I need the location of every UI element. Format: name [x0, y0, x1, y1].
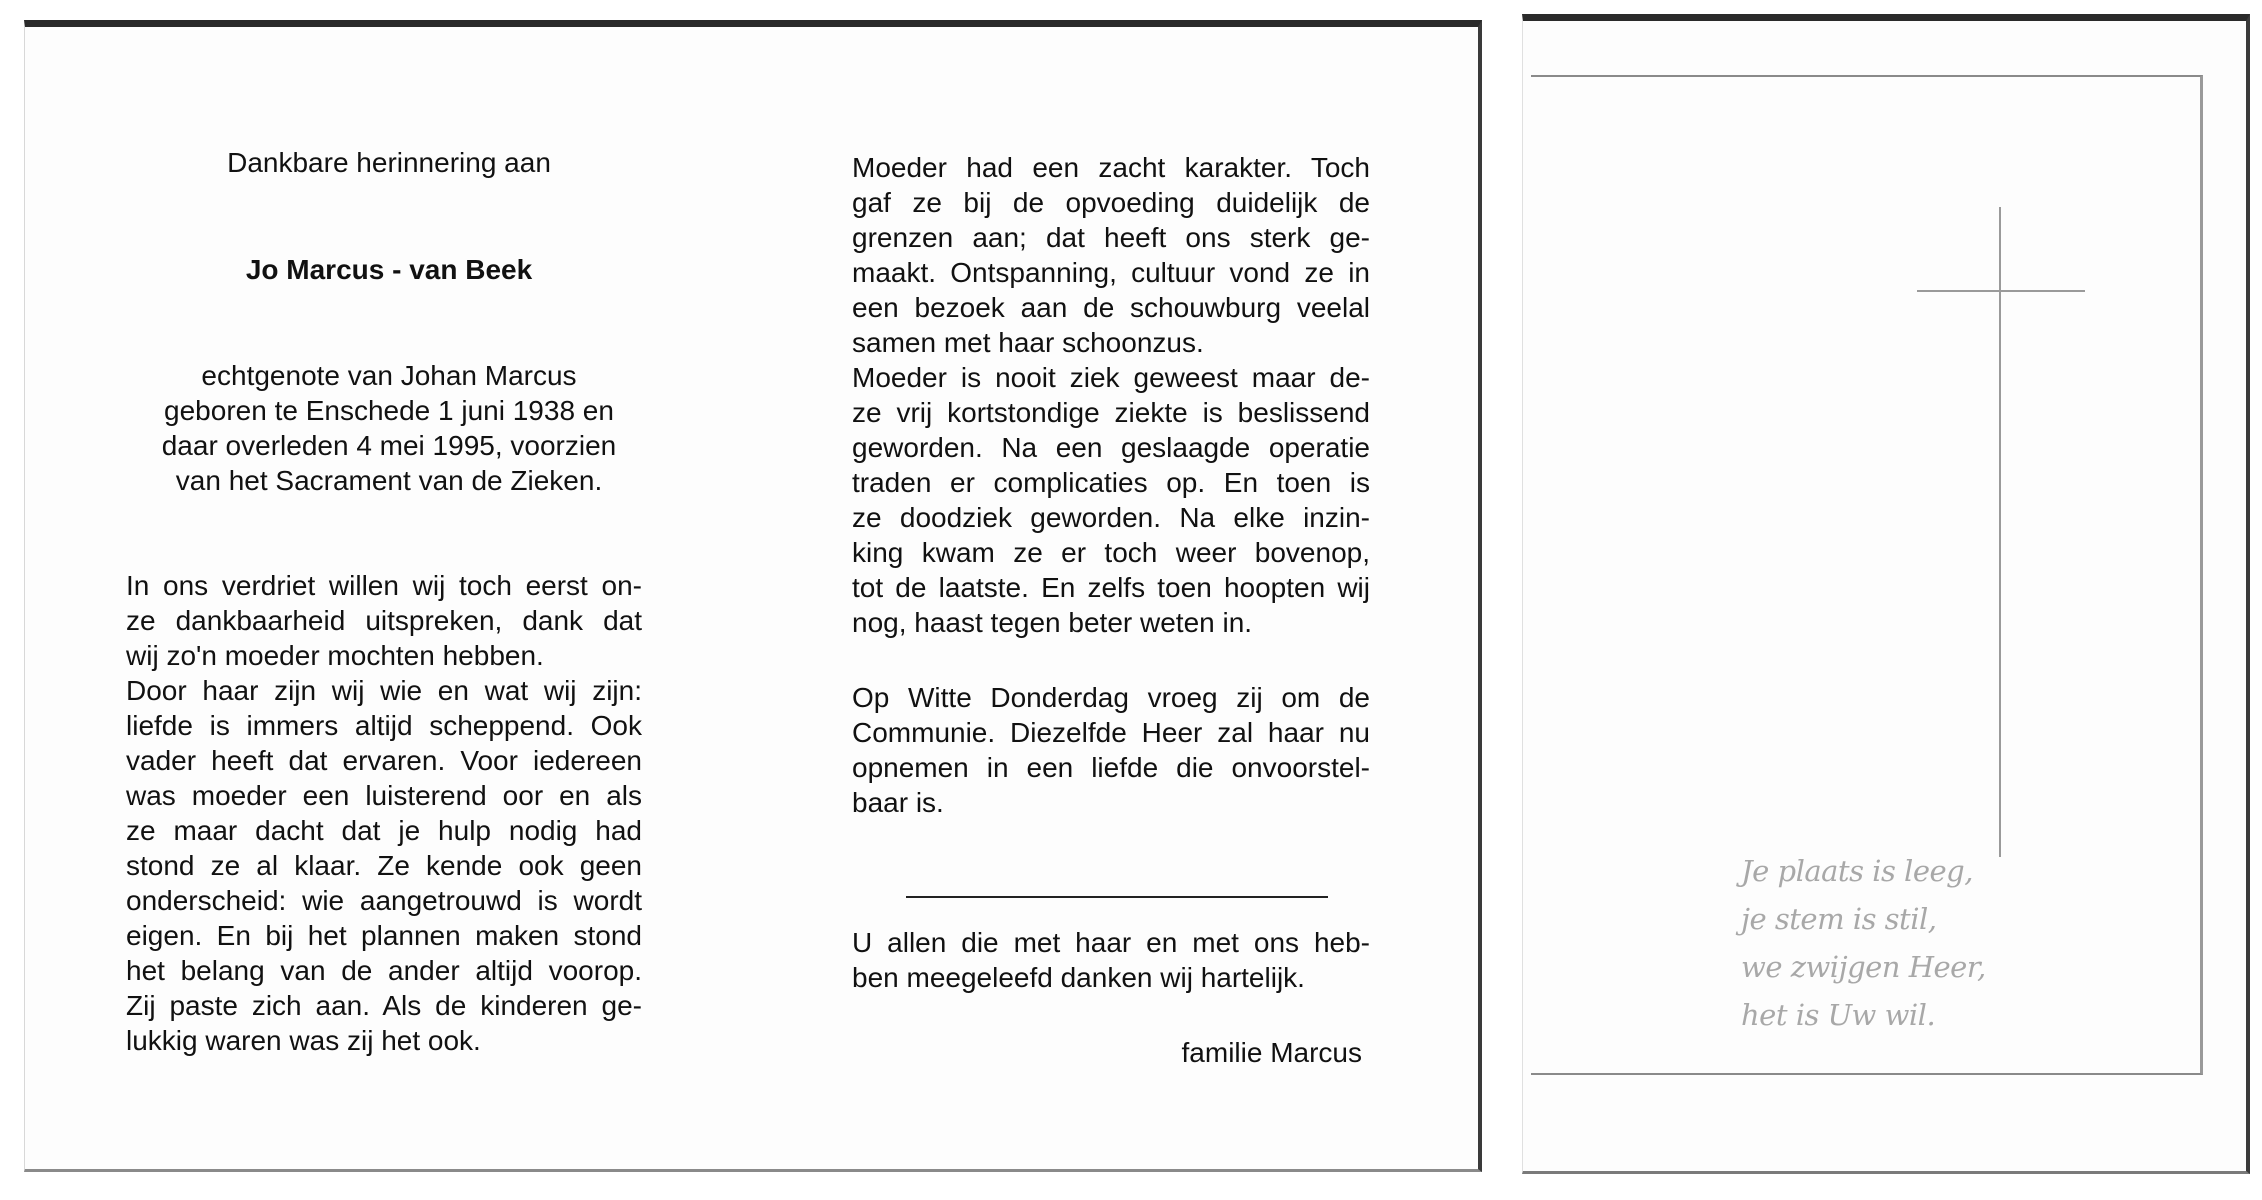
paragraph-line: In ons verdriet willen wij toch eerst on- [126, 570, 642, 601]
details-line: daar overleden 4 mei 1995, voorzien [161, 430, 617, 461]
paragraph-line: lukkig waren was zij het ook. [126, 1025, 481, 1056]
paragraph-line: wij zo'n moeder mochten hebben. [126, 640, 544, 671]
paragraph-line: gaf ze bij de opvoeding duidelijk de [852, 187, 1370, 218]
character-paragraph [852, 150, 1370, 640]
deceased-name: Jo Marcus - van Beek [245, 254, 533, 285]
thanks-paragraph [852, 925, 1370, 995]
paragraph-line: stond ze al klaar. Ze kende ook geen [126, 850, 642, 881]
paragraph-line: ze maar dacht dat je hulp nodig had [126, 815, 642, 846]
paragraph-line: geworden. Na een geslaagde operatie [852, 432, 1370, 463]
paragraph-line: ben meegeleefd danken wij hartelijk. [852, 962, 1305, 993]
memorial-poem [1741, 847, 1986, 1039]
communion-paragraph [852, 680, 1370, 820]
paragraph-line: ze doodziek geworden. Na elke inzin- [852, 502, 1370, 533]
cross-icon [1999, 207, 2001, 857]
paragraph-line: king kwam ze er toch weer bovenop, [852, 537, 1370, 568]
family-signature: familie Marcus [1181, 1037, 1362, 1068]
card-heading: Dankbare herinnering aan [227, 147, 551, 178]
poem-line: we zwijgen Heer, [1741, 950, 1986, 984]
paragraph-line: ze vrij kortstondige ziekte is beslissend [852, 397, 1370, 428]
tribute-paragraph [126, 568, 642, 1058]
paragraph-line: Moeder had een zacht karakter. Toch [852, 152, 1370, 183]
paragraph-line: was moeder een luisterend oor en als [126, 780, 642, 811]
biographical-details [126, 358, 652, 498]
poem-line: je stem is stil, [1741, 902, 1937, 936]
paragraph-line: samen met haar schoonzus. [852, 327, 1204, 358]
paragraph-line: ze dankbaarheid uitspreken, dank dat [126, 605, 642, 636]
paragraph-line: het belang van de ander altijd voorop. [126, 955, 642, 986]
paragraph-line: vader heeft dat ervaren. Voor iedereen [126, 745, 642, 776]
paragraph-line: Door haar zijn wij wie en wat wij zijn: [126, 675, 642, 706]
paragraph-line: een bezoek aan de schouwburg veelal [852, 292, 1370, 323]
cross-bar [1917, 290, 2085, 292]
paragraph-line: Zij paste zich aan. Als de kinderen ge- [126, 990, 642, 1021]
paragraph-line: nog, haast tegen beter weten in. [852, 607, 1253, 638]
paragraph-line: Communie. Diezelfde Heer zal haar nu [852, 717, 1370, 748]
paragraph-line: maakt. Ontspanning, cultuur vond ze in [852, 257, 1370, 288]
details-line: geboren te Enschede 1 juni 1938 en [164, 395, 614, 426]
paragraph-line: Op Witte Donderdag vroeg zij om de [852, 682, 1370, 713]
paragraph-line: opnemen in een liefde die onvoorstel- [852, 752, 1370, 783]
poem-line: Je plaats is leeg, [1741, 854, 1973, 888]
details-line: echtgenote van Johan Marcus [201, 360, 577, 391]
paragraph-line: Moeder is nooit ziek geweest maar de- [852, 362, 1370, 393]
paragraph-line: liefde is immers altijd scheppend. Ook [126, 710, 642, 741]
paragraph-line: eigen. En bij het plannen maken stond [126, 920, 642, 951]
details-line: van het Sacrament van de Zieken. [175, 465, 603, 496]
paragraph-line: tot de laatste. En zelfs toen hoopten wij [852, 572, 1370, 603]
paragraph-line: U allen die met haar en met ons heb- [852, 927, 1370, 958]
paragraph-line: grenzen aan; dat heeft ons sterk ge- [852, 222, 1370, 253]
paragraph-line: onderscheid: wie aangetrouwd is wordt [126, 885, 642, 916]
paragraph-line: traden er complicaties op. En toen is [852, 467, 1370, 498]
divider-line [906, 896, 1328, 898]
memorial-card-cross-side [1522, 14, 2250, 1174]
paragraph-line: baar is. [852, 787, 944, 818]
poem-line: het is Uw wil. [1741, 998, 1936, 1032]
